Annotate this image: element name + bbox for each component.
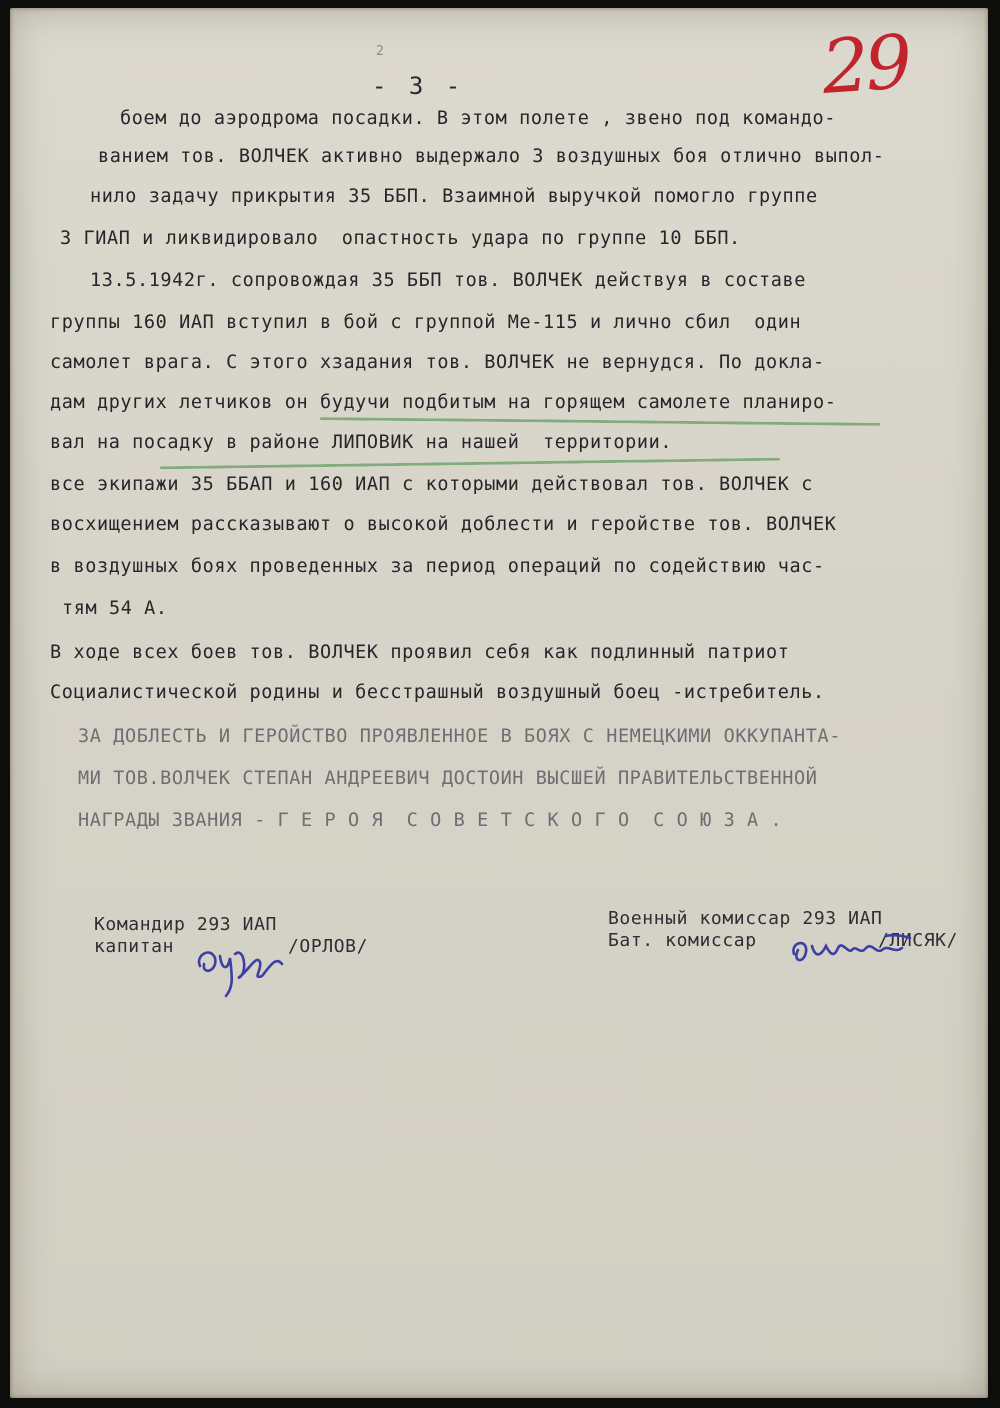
text-line: МИ ТОВ.ВОЛЧЕК СТЕПАН АНДРЕЕВИЧ ДОСТОИН ВЫСШЕЙ ПРАВИТЕЛЬСТВЕННОЙ — [78, 768, 818, 789]
text-line: В ходе всех боев тов. ВОЛЧЕК проявил себя как подлинный патриот — [50, 642, 790, 663]
left-handwritten-signature — [190, 936, 300, 1006]
right-signer-rank: Бат. комиссар — [608, 930, 757, 951]
page-number: - 3 - — [372, 72, 465, 100]
text-line: все экипажи 35 ББАП и 160 ИАП с которыми действовал тов. ВОЛЧЕК с — [50, 474, 813, 495]
margin-mark: 2 — [376, 44, 384, 59]
text-line: Социалистической родины и бесстрашный воздушный боец -истребитель. — [50, 682, 825, 703]
text-line: группы 160 ИАП вступил в бой с группой Ме-115 и лично сбил один — [50, 312, 802, 333]
text-line: вал на посадку в районе ЛИПОВИК на нашей территории. — [50, 432, 673, 453]
right-handwritten-signature — [786, 924, 926, 980]
right-signer-name: /ЛИСЯК/ — [878, 930, 959, 951]
left-signer-title: Командир 293 ИАП — [94, 914, 277, 935]
text-line: тям 54 А. — [62, 598, 168, 619]
text-line: ванием тов. ВОЛЧЕК активно выдержало 3 воздушных боя отлично выпол- — [98, 146, 885, 167]
text-line: нило задачу прикрытия 35 ББП. Взаимной выручкой помогло группе — [90, 186, 818, 207]
document-page — [10, 8, 988, 1398]
left-signer-name: /ОРЛОВ/ — [288, 936, 369, 957]
text-line: самолет врага. С этого хзадания тов. ВОЛЧЕК не вернудся. По докла- — [50, 352, 825, 373]
left-signer-rank: капитан — [94, 936, 175, 957]
text-line: в воздушных боях проведенных за период операций по содействию час- — [50, 556, 825, 577]
text-line: ЗА ДОБЛЕСТЬ И ГЕРОЙСТВО ПРОЯВЛЕННОЕ В БОЯХ С НЕМЕЦКИМИ ОККУПАНТА- — [78, 726, 841, 747]
text-line: дам других летчиков он будучи подбитым на горящем самолете планиро- — [50, 392, 837, 413]
text-line: НАГРАДЫ ЗВАНИЯ - Г Е Р О Я С О В Е Т С К О Г О С О Ю З А . — [78, 810, 783, 831]
green-underline — [160, 458, 780, 470]
green-underline — [320, 417, 880, 426]
text-line: боем до аэродрома посадки. В этом полете , звено под командо- — [120, 108, 837, 129]
right-signer-title: Военный комиссар 293 ИАП — [608, 908, 883, 929]
text-line: 13.5.1942г. сопровождая 35 ББП тов. ВОЛЧЕК действуя в составе — [90, 270, 807, 291]
text-line: восхищением рассказывают о высокой доблести и геройстве тов. ВОЛЧЕК — [50, 514, 837, 535]
archive-page-number: 29 — [819, 19, 912, 111]
text-line: 3 ГИАП и ликвидировало опастность удара по группе 10 ББП. — [60, 228, 741, 249]
